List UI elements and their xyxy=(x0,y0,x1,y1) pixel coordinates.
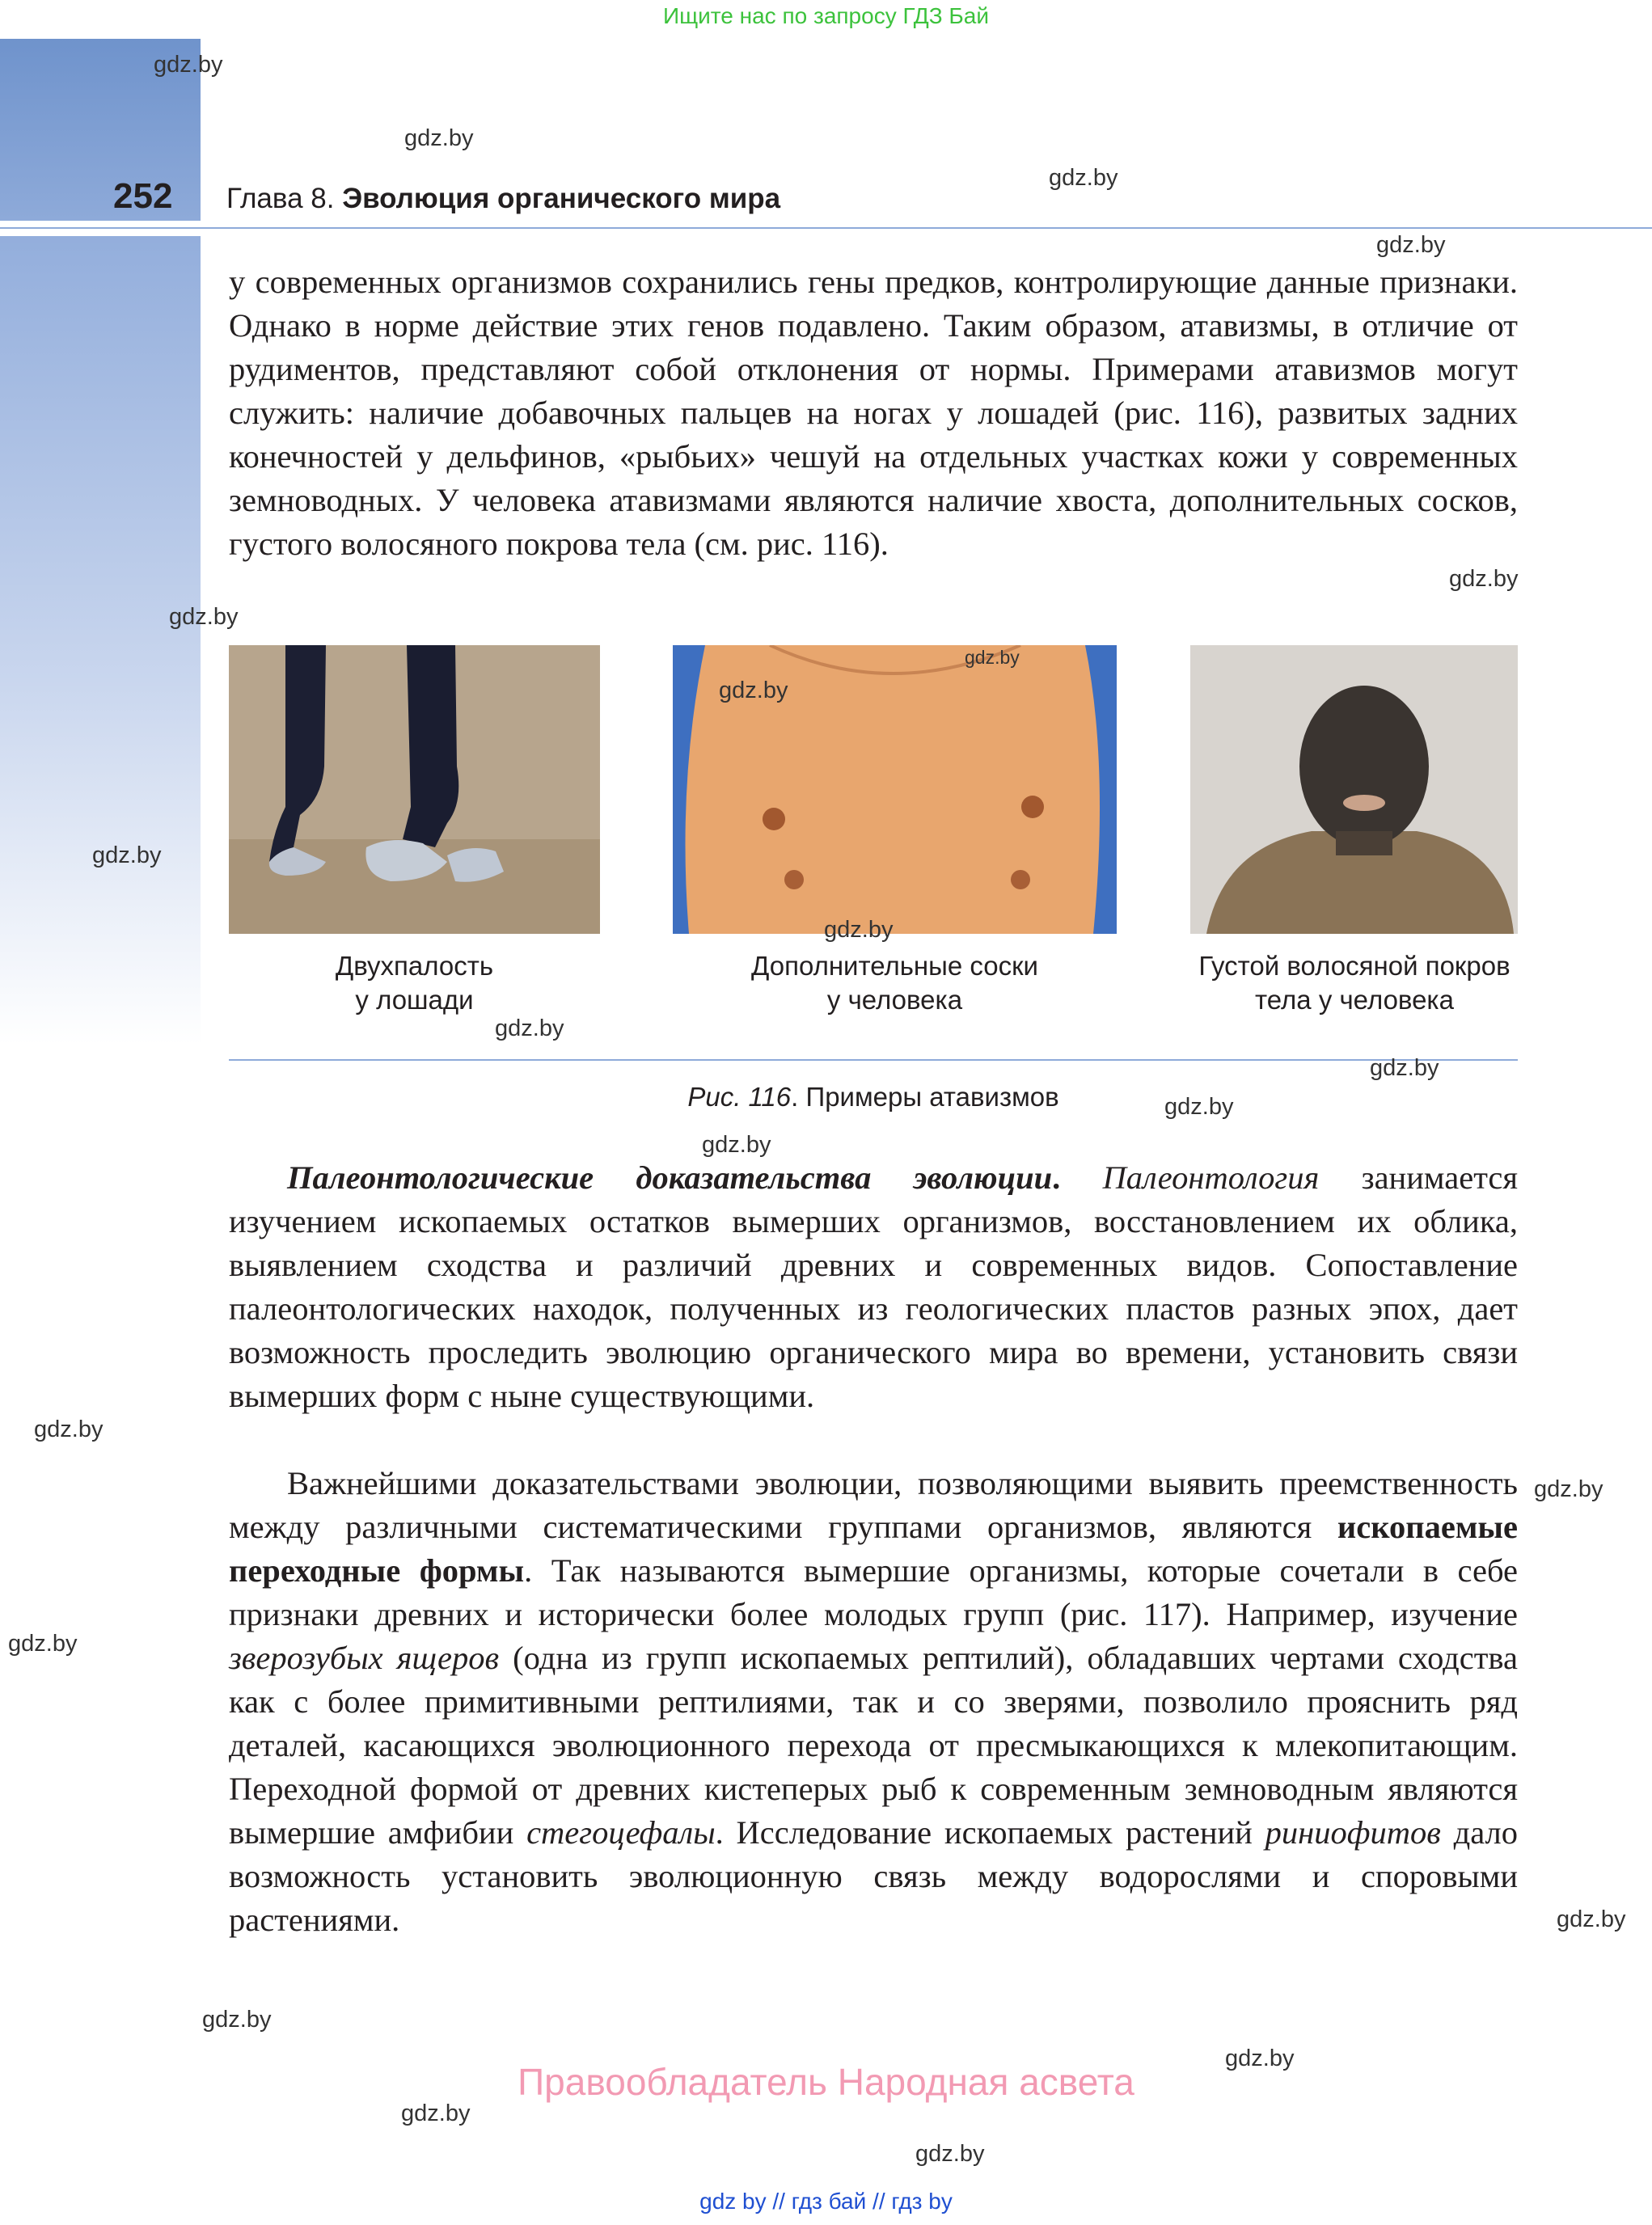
paleontology-text: занимается изучением ископаемых остатков вымерших организмов, восстановлением их облика, выявлением сходства и различий древних и современных видов. Сопоставление палеонтологических находок, полученных из геологических пластов разных эпох, дает возможность проследить эволюцию органического мира во времени, установить связи вымерших форм с ныне существующими. xyxy=(229,1159,1518,1414)
footer-links[interactable]: gdz by // гдз бай // гдз by xyxy=(699,2189,953,2214)
chapter-title: Эволюция органического мира xyxy=(342,183,781,214)
hairy-person-image xyxy=(1190,645,1518,934)
caption-nipples-line2: у человека xyxy=(826,985,963,1015)
p3-italic3: риниофитов xyxy=(1265,1814,1441,1851)
p3-italic1: зверозубых ящеров xyxy=(229,1640,500,1676)
paragraph-1-text: у современных организмов сохранились гены предков, контролирующие данные признаки. Однако в норме действие этих генов подавлено. Таким образом, атавизмы, в отличие от рудиментов, представляют собой отклонения от нормы. Примерами атавизмов могут служить: наличие добавочных пальцев на ногах у лошадей (рис. 116), развитых задних конечностей у дельфинов, «рыбьих» чешуй на отдельных участках кожи у современных земноводных. У человека атавизмами являются наличие хвоста, дополнительных сосков, густого волосяного покрова тела (см. рис. 116). xyxy=(229,264,1518,562)
running-head xyxy=(226,183,780,215)
watermark: gdz.by xyxy=(404,125,474,151)
watermark: gdz.by xyxy=(1449,566,1519,592)
header-rule xyxy=(0,227,1652,229)
watermark: gdz.by xyxy=(8,1631,78,1657)
p3-part2: . Так называются вымершие организмы, которые сочетали в себе признаки древних и исторически более молодых групп (рис. 117). Например, изучение xyxy=(229,1552,1518,1632)
watermark: gdz.by xyxy=(401,2100,471,2126)
caption-hair xyxy=(1164,949,1544,1017)
watermark: gdz.by xyxy=(1534,1476,1603,1502)
watermark: gdz.by xyxy=(915,2141,985,2167)
paragraph-atavisms xyxy=(229,260,1518,566)
caption-horse-line2: у лошади xyxy=(355,985,474,1015)
watermark: gdz.by xyxy=(1370,1055,1439,1081)
watermark: gdz.by xyxy=(1225,2046,1295,2071)
watermark: gdz.by xyxy=(202,2007,272,2033)
watermark: gdz.by xyxy=(169,604,239,630)
watermark: gdz.by xyxy=(495,1015,564,1041)
paleontology-term: Палеонтология xyxy=(1102,1159,1320,1196)
figure-rule xyxy=(229,1059,1518,1061)
watermark: gdz.by xyxy=(1376,232,1446,258)
photo-hairy-human xyxy=(1190,645,1518,934)
watermark: gdz.by xyxy=(702,1132,771,1158)
figure-caption-text: . Примеры атавизмов xyxy=(791,1082,1059,1112)
watermark: gdz.by xyxy=(1164,1094,1234,1120)
p3-part5: дало возможность установить эволюционную связь между водорослями и споровыми растениями. xyxy=(229,1814,1518,1938)
p3-part1: Важнейшими доказательствами эволюции, позволяющими выявить преемственность между различными систематическими группами организмов, являются xyxy=(229,1465,1518,1545)
caption-hair-line2: тела у человека xyxy=(1255,985,1454,1015)
figure-label: Рис. 116 xyxy=(687,1082,792,1112)
paleontology-heading: Палеонтологические доказательства эволюции xyxy=(287,1159,1053,1196)
photo-horse-legs xyxy=(229,645,600,934)
caption-nipples-line1: Дополнительные соски xyxy=(751,951,1038,981)
paragraph-transitional-forms xyxy=(229,1462,1518,1942)
watermark: gdz.by xyxy=(154,52,223,78)
caption-nipples xyxy=(673,949,1117,1017)
watermark: gdz.by xyxy=(965,647,1020,668)
caption-horse-line1: Двухпалость xyxy=(335,951,494,981)
p3-italic2: стегоцефалы xyxy=(526,1814,716,1851)
watermark: gdz.by xyxy=(824,917,894,943)
p3-bold1: ископаемые переходные формы xyxy=(229,1509,1518,1589)
page-number: 252 xyxy=(113,176,173,216)
figure-caption xyxy=(229,1082,1518,1112)
chapter-prefix: Глава 8. xyxy=(226,183,335,214)
caption-horse xyxy=(229,949,600,1017)
copyright-notice: Правообладатель Народная асвета xyxy=(518,2061,1134,2103)
p3-part4: . Исследование ископаемых растений xyxy=(715,1814,1265,1851)
watermark: gdz.by xyxy=(719,678,788,703)
watermark: gdz.by xyxy=(92,842,162,868)
caption-hair-line1: Густой волосяной покров xyxy=(1198,951,1510,981)
paragraph-paleontology: Палеонтологические доказательства эволюции. Палеонтология занимается изучением ископаемых остатков вымерших организмов, восстановлением их облика, выявлением сходства и различий древних и современных видов. Сопоставление палеонтологических находок, полученных из геологических пластов разных эпох, дает возможность проследить эволюцию органического мира во времени, установить связи вымерших форм с ныне существующими. xyxy=(229,1159,1518,1414)
p3-part3: (одна из групп ископаемых рептилий), обладавших чертами сходства как с более примитивными рептилиями, так и со зверями, позволило прояснить ряд деталей, касающихся эволюционного перехода от пресмыкающихся к млекопитающим. Переходной формой от древних кистеперых рыб к современным земноводным являются вымершие амфибии xyxy=(229,1640,1519,1851)
watermark: gdz.by xyxy=(1557,1906,1626,1932)
watermark: gdz.by xyxy=(1049,165,1118,191)
top-banner[interactable]: Ищите нас по запросу ГДЗ Бай xyxy=(662,3,990,28)
side-bar xyxy=(0,236,201,1045)
horse-legs-image xyxy=(229,645,600,934)
watermark: gdz.by xyxy=(34,1416,104,1442)
